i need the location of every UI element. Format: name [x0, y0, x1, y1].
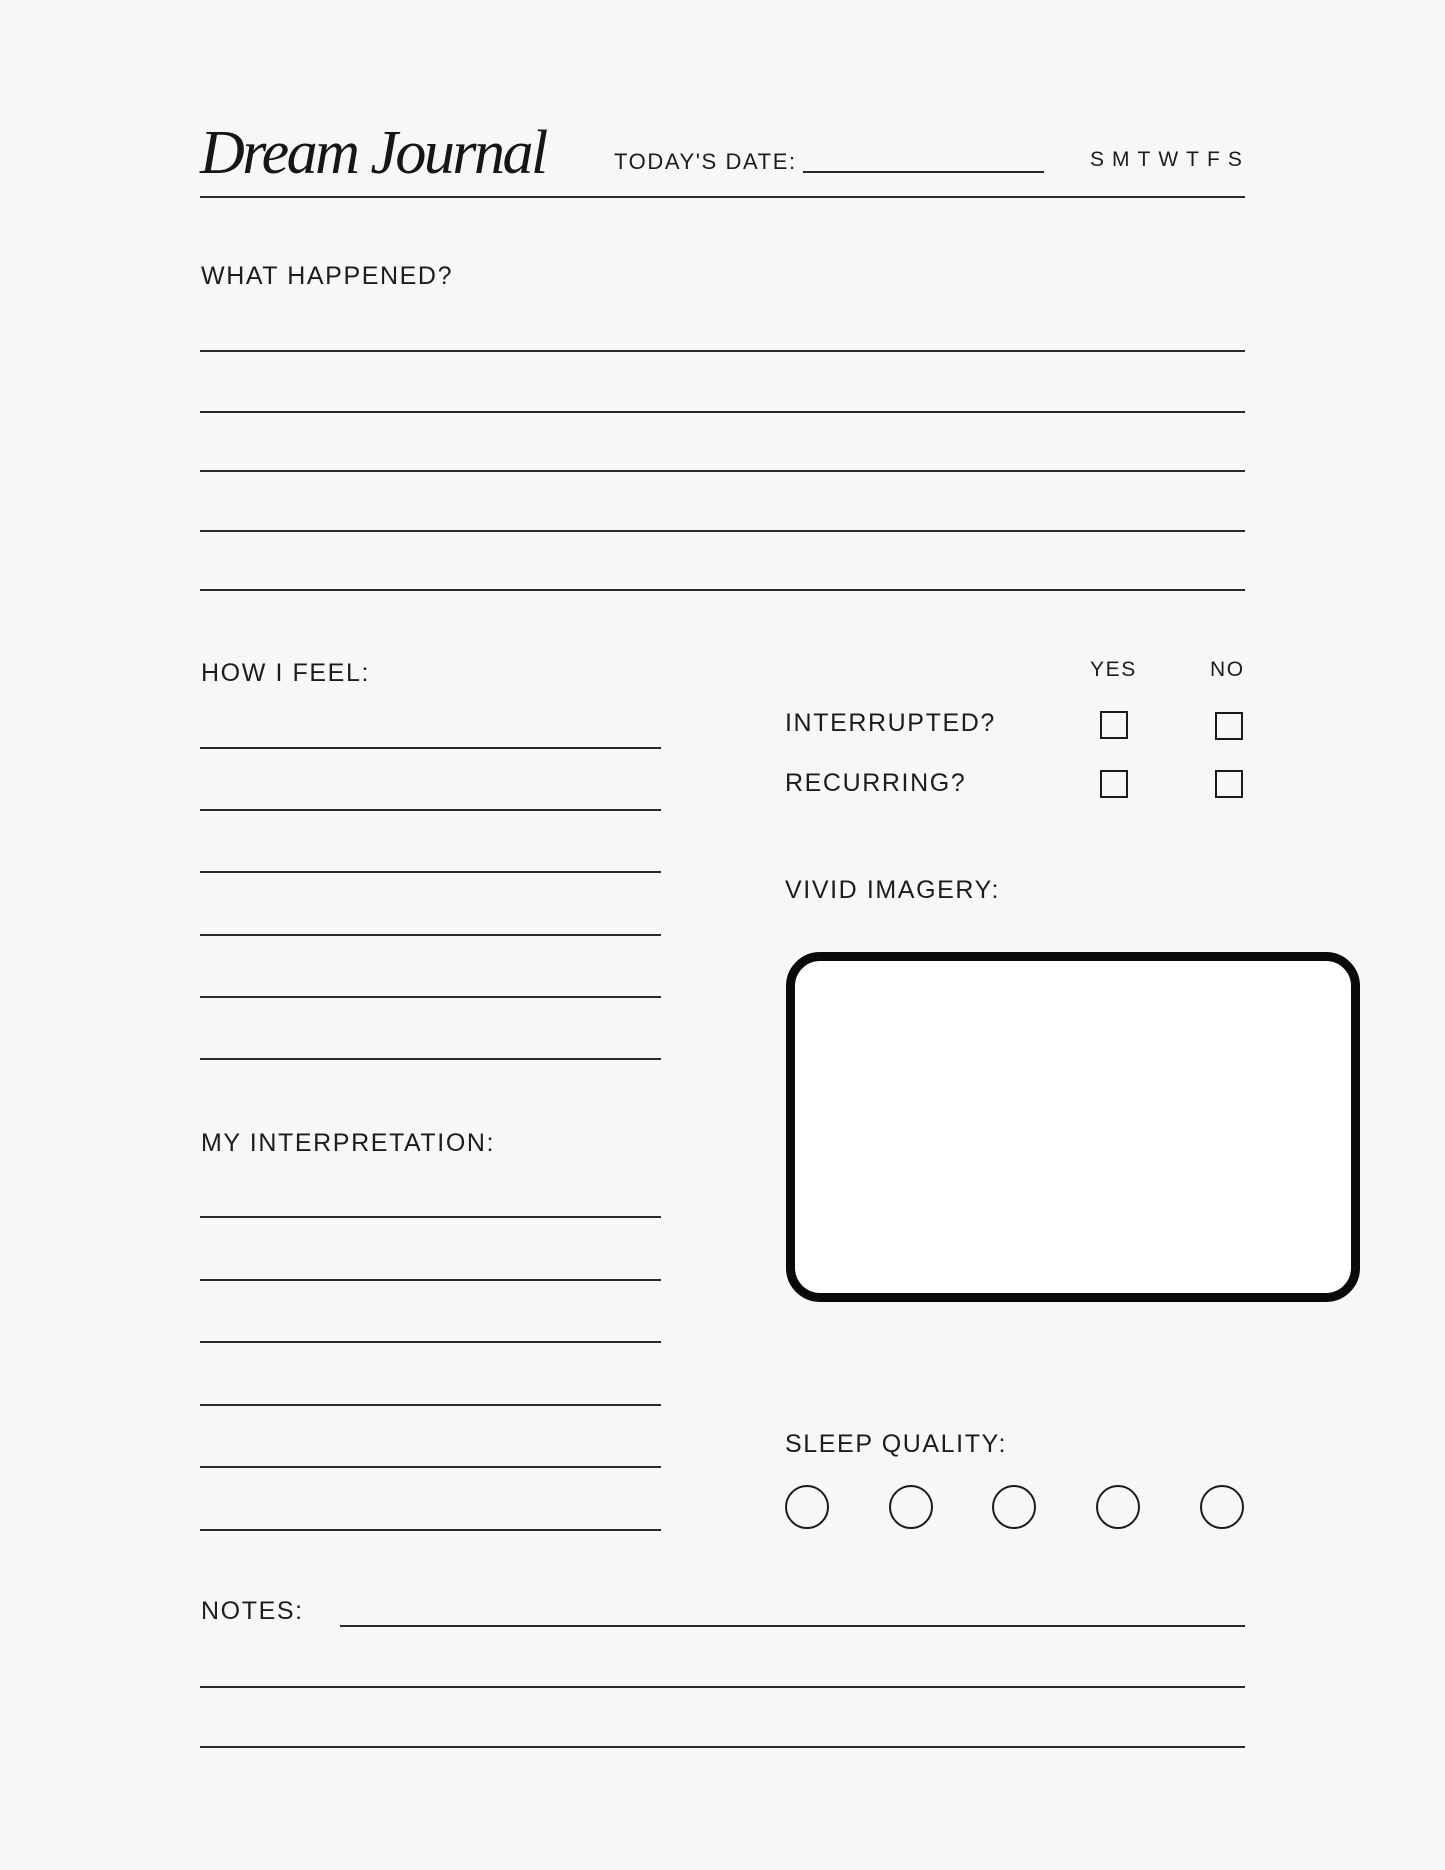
how-i-feel-line[interactable] [200, 996, 661, 998]
sleep-quality-option[interactable] [889, 1485, 933, 1529]
day-friday[interactable]: F [1207, 148, 1220, 171]
interpretation-line[interactable] [200, 1529, 661, 1531]
interpretation-line[interactable] [200, 1466, 661, 1468]
day-tuesday[interactable]: T [1137, 148, 1151, 171]
what-happened-line[interactable] [200, 589, 1245, 591]
vivid-imagery-box[interactable] [786, 952, 1360, 1302]
sleep-quality-option[interactable] [1096, 1485, 1140, 1529]
recurring-question: RECURRING? [785, 769, 967, 797]
how-i-feel-line[interactable] [200, 934, 661, 936]
what-happened-heading: WHAT HAPPENED? [201, 262, 454, 290]
day-sunday[interactable]: S [1090, 148, 1105, 171]
header-divider [200, 196, 1245, 198]
day-thursday[interactable]: T [1186, 148, 1199, 171]
interrupted-no-checkbox[interactable] [1215, 712, 1243, 740]
what-happened-line[interactable] [200, 350, 1245, 352]
day-wednesday[interactable]: W [1158, 148, 1179, 171]
day-monday[interactable]: M [1112, 148, 1130, 171]
interrupted-yes-checkbox[interactable] [1100, 711, 1128, 739]
how-i-feel-line[interactable] [200, 1058, 661, 1060]
sleep-quality-option[interactable] [785, 1485, 829, 1529]
notes-line[interactable] [340, 1625, 1245, 1627]
my-interpretation-heading: MY INTERPRETATION: [201, 1129, 496, 1157]
what-happened-line[interactable] [200, 411, 1245, 413]
date-field[interactable] [803, 171, 1044, 173]
date-label: TODAY'S DATE: [614, 149, 797, 174]
what-happened-line[interactable] [200, 470, 1245, 472]
vivid-imagery-heading: VIVID IMAGERY: [785, 876, 1001, 904]
how-i-feel-heading: HOW I FEEL: [201, 659, 371, 687]
how-i-feel-line[interactable] [200, 871, 661, 873]
interpretation-line[interactable] [200, 1279, 661, 1281]
interpretation-line[interactable] [200, 1341, 661, 1343]
how-i-feel-line[interactable] [200, 747, 661, 749]
recurring-yes-checkbox[interactable] [1100, 770, 1128, 798]
sleep-quality-option[interactable] [1200, 1485, 1244, 1529]
interpretation-line[interactable] [200, 1216, 661, 1218]
notes-line[interactable] [200, 1746, 1245, 1748]
sleep-quality-heading: SLEEP QUALITY: [785, 1430, 1008, 1458]
weekday-selector [1090, 148, 1242, 172]
no-column-label: NO [1210, 658, 1245, 681]
interpretation-line[interactable] [200, 1404, 661, 1406]
sleep-quality-option[interactable] [992, 1485, 1036, 1529]
notes-heading: NOTES: [201, 1597, 304, 1625]
yes-column-label: YES [1090, 658, 1137, 681]
recurring-no-checkbox[interactable] [1215, 770, 1243, 798]
notes-line[interactable] [200, 1686, 1245, 1688]
what-happened-line[interactable] [200, 530, 1245, 532]
day-saturday[interactable]: S [1227, 148, 1242, 171]
page-title: Dream Journal [200, 119, 546, 187]
interrupted-question: INTERRUPTED? [785, 709, 996, 737]
how-i-feel-line[interactable] [200, 809, 661, 811]
